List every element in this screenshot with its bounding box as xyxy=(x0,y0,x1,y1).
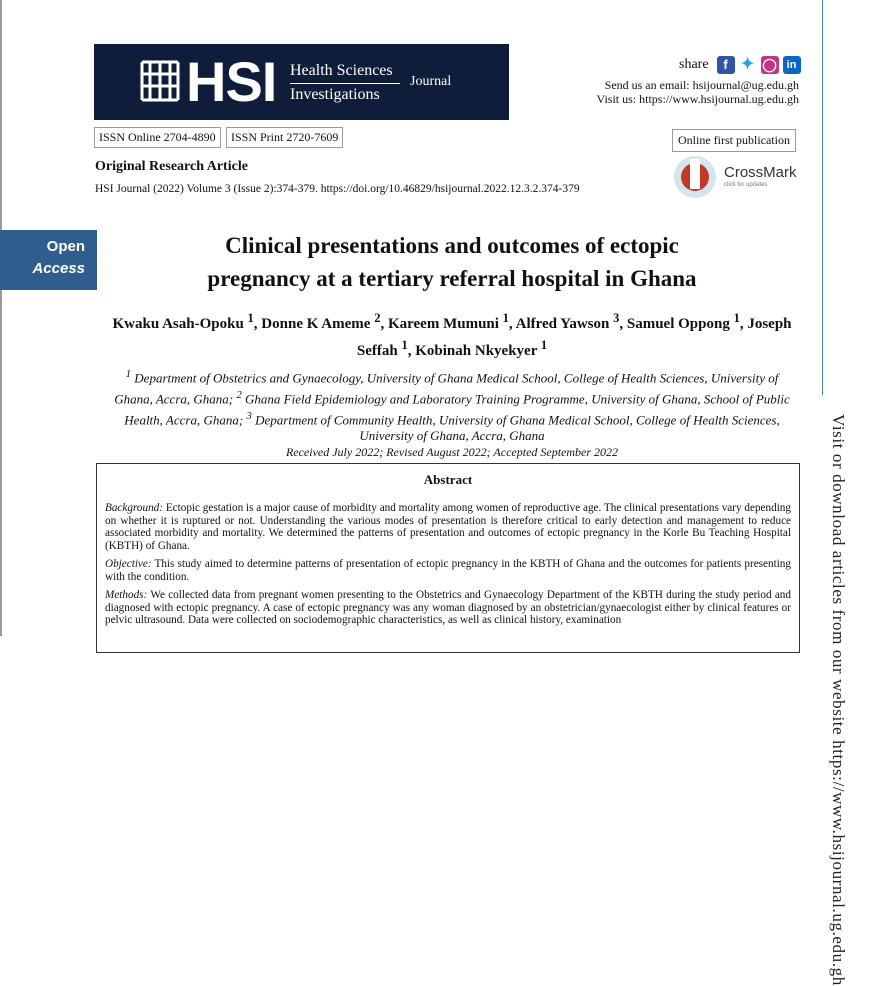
crossmark-label: CrossMark xyxy=(724,164,797,181)
author-list xyxy=(96,308,808,362)
author-separator: , xyxy=(619,316,627,332)
author-name: Alfred Yawson $^3$ xyxy=(515,311,620,332)
author-separator: , xyxy=(253,316,262,332)
affiliation-sup: 3 xyxy=(246,409,252,422)
author-name: Kwaku Asah-Opoku $^1$ xyxy=(112,311,254,332)
share-bar xyxy=(679,56,801,74)
author-affil-sup: 1 xyxy=(247,311,254,325)
author-name: Kareem Mumuni $^1$ xyxy=(387,311,509,332)
abstract-background: Background: Ectopic gestation is a major cause of morbidity and mortality among women of reproductive age. The clinical presentations vary depending on whether it is ruptured or not. Understanding the various modes of presentation is therefore critical to early detection and management to reduce associated morbidity and mortality. We determined the patterns of presentation and outcomes of ectopic pregnancy in the Korle Bu Teaching Hospital (KBTH) of Ghana. xyxy=(105,502,791,552)
issn-print: ISSN Print 2720-7609 xyxy=(226,127,343,148)
article-title xyxy=(96,229,808,295)
open-access-line1: Open xyxy=(46,238,85,255)
logo-investigations: Investigations xyxy=(290,86,380,103)
right-divider xyxy=(822,0,823,395)
author-separator: , xyxy=(739,316,748,332)
linkedin-icon[interactable]: in xyxy=(783,56,801,74)
author-name: Samuel Oppong $^1$ xyxy=(626,311,740,332)
author-affil-sup: 1 xyxy=(733,311,740,325)
article-type: Original Research Article xyxy=(95,159,248,174)
logo-journal: Journal xyxy=(410,74,452,89)
abstract-objective: Objective: This study aimed to determine patterns of presentation of ectopic pregnancy in the KBTH of Ghana and the outcomes for patients presenting with the condition. xyxy=(105,558,791,583)
author-affil-sup: 3 xyxy=(613,311,620,325)
author-name: Donne K Ameme $^2$ xyxy=(261,311,381,332)
author-name: Joseph Seffah $^1$ xyxy=(356,316,792,359)
affiliations xyxy=(106,366,798,445)
author-affil-sup: 1 xyxy=(401,338,408,352)
abstract-heading: Abstract xyxy=(423,472,473,487)
received-dates: Received July 2022; Revised August 2022; Accepted September 2022 xyxy=(285,445,619,459)
author-separator: , xyxy=(407,343,416,359)
logo-hsi-text: HSI xyxy=(186,50,277,113)
twitter-icon[interactable]: ✦ xyxy=(739,56,757,74)
abstract-methods: Methods: We collected data from pregnant women presenting to the Obstetrics and Gynaecology Department of the KBTH during the study period and diagnosed with ectopic pregnancy. A case of ectopic pregnancy was any woman diagnosed by an obstetrician/gynaecologist either by clinical features or pelvic ultrasound. Data were collected on sociodemographic characteristics, as well as clinical history, examination xyxy=(105,589,791,626)
crossmark-icon xyxy=(674,156,716,198)
journal-banner xyxy=(94,44,509,120)
page-edge xyxy=(0,0,2,636)
logo-divider xyxy=(290,83,400,84)
crossmark-badge[interactable] xyxy=(674,156,804,200)
author-affil-sup: 1 xyxy=(502,311,509,325)
crossmark-sub: click for updates xyxy=(724,182,768,188)
share-label: share xyxy=(679,57,709,72)
affiliation-text: Department of Community Health, University of Ghana Medical School, College of Health Sciences, University of Ghana, Accra, Ghana xyxy=(251,411,780,444)
title-line-2: pregnancy at a tertiary referral hospital in Ghana xyxy=(207,266,697,291)
abstract-box xyxy=(96,463,800,653)
author-affil-sup: 1 xyxy=(540,338,548,352)
facebook-icon[interactable]: f xyxy=(717,56,735,74)
affiliation-sup: 1 xyxy=(125,368,132,380)
author-separator: , xyxy=(380,316,388,332)
instagram-icon[interactable]: ◯ xyxy=(762,57,777,72)
author-affil-sup: 2 xyxy=(374,311,381,325)
abstract-body xyxy=(105,502,791,633)
affiliation-text: Department of Obstetrics and Gynaecology, University of Ghana Medical School, College of Health Sciences, University of Ghana, Accra, Ghana; xyxy=(114,370,779,407)
citation-line[interactable]: HSI Journal (2022) Volume 3 (Issue 2):374-379. https://doi.org/10.46829/hsijournal.2022.12.3.2.374-379 xyxy=(95,183,580,195)
contact-website[interactable]: Visit us: https://www.hsijournal.ug.edu.gh xyxy=(596,92,799,106)
contact-email[interactable]: Send us an email: hsijournal@ug.edu.gh xyxy=(604,78,799,92)
issn-online: ISSN Online 2704-4890 xyxy=(94,127,221,148)
open-access-line2: Access xyxy=(32,260,85,277)
title-line-1: Clinical presentations and outcomes of ectopic xyxy=(225,233,679,258)
hsi-logo-mark-icon xyxy=(140,58,180,104)
author-separator: , xyxy=(508,316,516,332)
author-name: Kobinah Nkyekyer $^1$ xyxy=(415,338,548,359)
affiliation-sup: 2 xyxy=(236,388,242,401)
affiliation-text: Ghana Field Epidemiology and Laboratory Training Programme, University of Ghana, School of Public Health, Accra, Ghana; xyxy=(124,391,790,427)
online-first-badge: Online first publication xyxy=(672,129,796,152)
open-access-badge xyxy=(0,230,97,290)
logo-health-sciences: Health Sciences xyxy=(290,62,393,79)
side-website-text: Visit or download articles from our website https://www.hsijournal.ug.edu.gh xyxy=(829,414,848,986)
